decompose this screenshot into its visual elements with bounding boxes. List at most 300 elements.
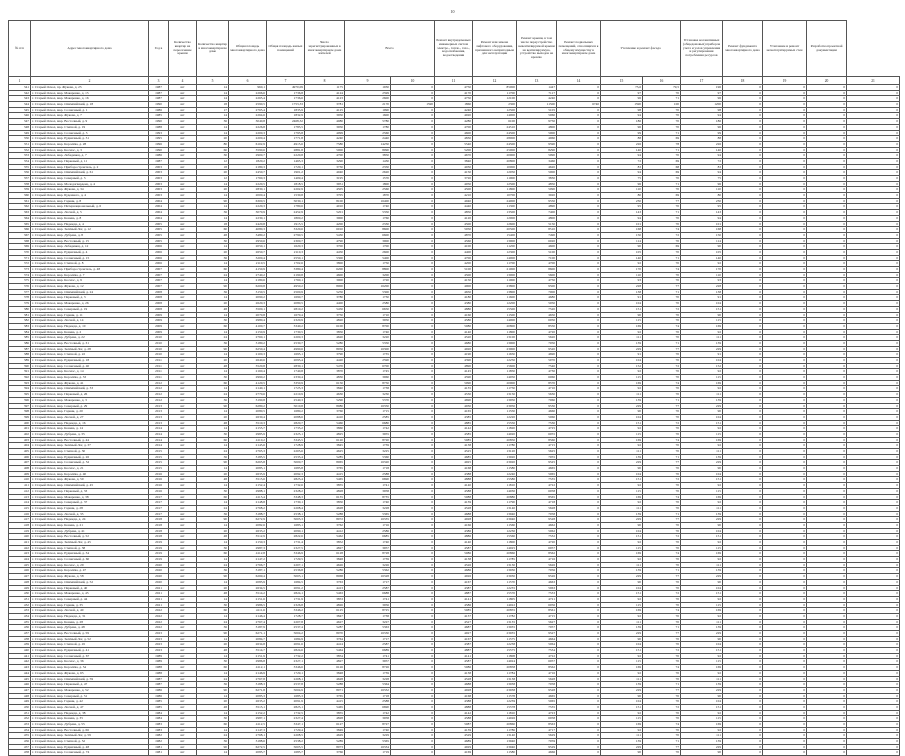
- table-cell: 70: [643, 352, 681, 358]
- table-cell: 3188,7: [229, 511, 267, 517]
- table-cell: 0: [391, 346, 435, 352]
- table-cell: 0: [763, 574, 807, 580]
- table-cell: 2003: [149, 164, 169, 170]
- table-cell: 1590: [391, 102, 435, 108]
- table-cell: 0: [807, 602, 847, 608]
- table-cell: 11575: [473, 636, 517, 642]
- table-cell: 7000: [517, 289, 557, 295]
- table-cell: 0: [847, 659, 900, 665]
- table-cell: 0: [847, 96, 900, 102]
- table-cell: 1720,1: [267, 164, 305, 170]
- table-cell: 91: [601, 295, 643, 301]
- address-cell: г. Старый Оскол, мкр. Королёва, д. 47: [31, 568, 149, 574]
- table-cell: 0: [391, 306, 435, 312]
- table-cell: 94: [681, 153, 723, 159]
- table-cell: 0: [847, 284, 900, 290]
- table-cell: 1760,1: [267, 278, 305, 284]
- address-cell: г. Старый Оскол, мкр. Макаренко, д. 45: [31, 591, 149, 597]
- table-cell: 0: [391, 500, 435, 506]
- table-cell: 0: [847, 244, 900, 250]
- table-cell: 0: [557, 659, 601, 665]
- table-cell: 2145,6: [229, 443, 267, 449]
- address-cell: г. Старый Оскол, мкр. Надежда, д. 31: [31, 613, 149, 619]
- table-cell: 2006: [149, 244, 169, 250]
- table-cell: 24: [197, 505, 229, 511]
- table-cell: 69: [643, 244, 681, 250]
- table-cell: 0: [807, 511, 847, 517]
- table-cell: 0: [723, 352, 763, 358]
- table-cell: 70: [643, 653, 681, 659]
- table-cell: 11600: [473, 295, 517, 301]
- table-cell: 14: [197, 500, 229, 506]
- table-cell: 4930: [435, 403, 473, 409]
- table-cell: шт: [169, 397, 197, 403]
- table-cell: 0: [723, 488, 763, 494]
- table-cell: 60: [197, 722, 229, 728]
- table-cell: 4200: [435, 261, 473, 267]
- table-cell: 4410: [305, 414, 345, 420]
- table-cell: 2080,5: [229, 409, 267, 415]
- table-cell: 0: [807, 238, 847, 244]
- table-cell: 3760: [305, 409, 345, 415]
- table-cell: 0: [807, 608, 847, 614]
- table-cell: 70: [643, 471, 681, 477]
- table-cell: 3515,6: [229, 477, 267, 483]
- table-cell: 1860: [435, 102, 473, 108]
- table-cell: 8073: [305, 744, 345, 750]
- table-cell: 115: [681, 488, 723, 494]
- table-cell: 2190,8: [267, 272, 305, 278]
- table-cell: 115: [601, 659, 643, 665]
- row-number: 409: [9, 471, 31, 477]
- table-cell: 0: [763, 562, 807, 568]
- column-header: Число зарегистрированных в многоквартирном доме жителей: [305, 21, 345, 77]
- column-header: Количество квартир на пересечение крыши: [169, 21, 197, 77]
- row-number: 423: [9, 551, 31, 557]
- table-cell: 2147,3: [229, 727, 267, 733]
- table-cell: 0: [807, 596, 847, 602]
- table-cell: 0: [391, 739, 435, 745]
- table-cell: 0: [847, 170, 900, 176]
- table-cell: 0: [763, 102, 807, 108]
- table-cell: 0: [847, 670, 900, 676]
- table-cell: 151: [601, 420, 643, 426]
- table-cell: 0: [807, 528, 847, 534]
- column-header: Ремонт или замена лифтового оборудования, признанного непригодным для эксплуатации: [473, 21, 517, 77]
- table-cell: 20858: [473, 665, 517, 671]
- table-cell: 0: [847, 312, 900, 318]
- table-cell: 2023: [149, 636, 169, 642]
- table-cell: 0: [391, 369, 435, 375]
- table-cell: 2018: [149, 522, 169, 528]
- table-cell: 4280: [435, 119, 473, 125]
- table-cell: 70: [643, 278, 681, 284]
- table-cell: 4380: [435, 301, 473, 307]
- table-cell: 83: [681, 164, 723, 170]
- table-cell: 0: [391, 158, 435, 164]
- table-cell: 85000: [473, 85, 517, 91]
- table-cell: 0: [723, 596, 763, 602]
- table-cell: 0: [557, 505, 601, 511]
- table-cell: 20: [197, 414, 229, 420]
- table-cell: 0: [847, 744, 900, 750]
- table-cell: 7535: [517, 477, 557, 483]
- table-cell: 14: [197, 710, 229, 716]
- table-cell: 2015: [149, 466, 169, 472]
- table-cell: 15560: [473, 534, 517, 540]
- table-cell: 4828: [305, 716, 345, 722]
- table-cell: 2017: [149, 500, 169, 506]
- table-cell: 2202,9: [267, 187, 305, 193]
- table-cell: 20: [197, 528, 229, 534]
- table-cell: 0: [763, 301, 807, 307]
- table-cell: 11850: [473, 369, 517, 375]
- table-cell: 48: [197, 232, 229, 238]
- address-cell: г. Старый Оскол, мкр. Зелёный Лог, д. 28: [31, 346, 149, 352]
- row-number: 408: [9, 466, 31, 472]
- table-cell: 0: [807, 653, 847, 659]
- address-cell: г. Старый Оскол, мкр. Надежда, д. 24: [31, 517, 149, 523]
- row-number: 431: [9, 596, 31, 602]
- table-cell: 0: [557, 540, 601, 546]
- table-cell: 70: [643, 466, 681, 472]
- table-cell: 0: [807, 631, 847, 637]
- table-cell: 0: [763, 375, 807, 381]
- table-cell: 1729,5: [267, 557, 305, 563]
- table-cell: 20850: [473, 437, 517, 443]
- table-cell: 4830: [435, 136, 473, 142]
- table-cell: 1988: [149, 670, 169, 676]
- table-cell: 3790: [305, 352, 345, 358]
- table-cell: 8727: [345, 722, 391, 728]
- table-cell: 0: [763, 733, 807, 739]
- table-cell: 6200: [305, 267, 345, 273]
- table-cell: 0: [763, 466, 807, 472]
- table-cell: 2019: [149, 557, 169, 563]
- table-cell: 0: [847, 608, 900, 614]
- address-cell: г. Старый Оскол, мкр. Макаренко, д. 52: [31, 687, 149, 693]
- table-cell: 4585: [435, 431, 473, 437]
- table-cell: 105: [601, 249, 643, 255]
- table-cell: 2008: [149, 289, 169, 295]
- table-cell: 4750: [435, 85, 473, 91]
- table-cell: 2151,6: [229, 596, 267, 602]
- table-cell: 6600: [345, 232, 391, 238]
- table-cell: 23950: [473, 403, 517, 409]
- table-cell: 169: [681, 665, 723, 671]
- row-number: 353: [9, 153, 31, 159]
- table-cell: 0: [557, 596, 601, 602]
- table-cell: 70: [643, 716, 681, 722]
- table-cell: шт: [169, 312, 197, 318]
- address-cell: г. Старый Оскол, мкр. Северный, д. 29: [31, 403, 149, 409]
- table-cell: 0: [557, 460, 601, 466]
- table-cell: 2015: [149, 460, 169, 466]
- table-cell: 4138: [435, 443, 473, 449]
- table-cell: 70: [643, 528, 681, 534]
- table-cell: 4888: [435, 704, 473, 710]
- table-cell: шт: [169, 613, 197, 619]
- table-cell: 960,1: [229, 85, 267, 91]
- table-cell: 6120: [305, 437, 345, 443]
- table-cell: 169: [601, 608, 643, 614]
- table-cell: 0: [847, 210, 900, 216]
- table-cell: 1780: [345, 124, 391, 130]
- table-cell: 14000: [473, 255, 517, 261]
- table-cell: 0: [807, 272, 847, 278]
- table-cell: 30: [197, 716, 229, 722]
- table-cell: 90: [601, 750, 643, 756]
- table-cell: 90: [601, 312, 643, 318]
- table-cell: 0: [723, 562, 763, 568]
- table-cell: 151: [601, 534, 643, 540]
- column-index: 5: [197, 77, 229, 85]
- table-cell: 0: [391, 443, 435, 449]
- table-cell: 1990: [345, 107, 391, 113]
- table-cell: 1710: [345, 312, 391, 318]
- table-cell: 0: [723, 431, 763, 437]
- table-cell: 115: [601, 318, 643, 324]
- table-cell: 0: [807, 426, 847, 432]
- table-cell: 0: [391, 301, 435, 307]
- address-cell: г. Старый Оскол, мкр. Восточный, д. 15: [31, 238, 149, 244]
- table-cell: 4960: [517, 136, 557, 142]
- table-cell: 13000: [473, 272, 517, 278]
- table-cell: 14: [197, 670, 229, 676]
- table-cell: 6271,8: [229, 687, 267, 693]
- table-cell: 2146,9: [229, 670, 267, 676]
- table-cell: 5065: [517, 699, 557, 705]
- table-cell: 0: [807, 642, 847, 648]
- table-cell: 11808: [473, 653, 517, 659]
- table-cell: 14: [197, 750, 229, 756]
- table-cell: 8750: [345, 380, 391, 386]
- table-cell: 0: [847, 540, 900, 546]
- table-cell: 5090: [517, 187, 557, 193]
- address-cell: г. Старый Оскол, мкр. Дубрава, д. 48: [31, 625, 149, 631]
- table-cell: 115: [681, 716, 723, 722]
- table-cell: 0: [557, 90, 601, 96]
- table-cell: шт: [169, 727, 197, 733]
- table-cell: 0: [723, 454, 763, 460]
- table-cell: шт: [169, 267, 197, 273]
- table-cell: 92: [601, 426, 643, 432]
- table-cell: 0: [847, 557, 900, 563]
- table-cell: 0: [391, 631, 435, 637]
- table-cell: 0: [723, 716, 763, 722]
- table-cell: 5350: [345, 210, 391, 216]
- table-cell: 104: [681, 414, 723, 420]
- table-cell: 70: [643, 375, 681, 381]
- table-cell: шт: [169, 579, 197, 585]
- table-cell: 0: [807, 90, 847, 96]
- table-cell: 0: [763, 181, 807, 187]
- table-cell: 169: [601, 722, 643, 728]
- table-cell: 1800: [345, 181, 391, 187]
- table-cell: 97: [681, 90, 723, 96]
- table-cell: 0: [763, 323, 807, 329]
- table-cell: 0: [391, 437, 435, 443]
- table-cell: 152: [681, 363, 723, 369]
- table-cell: 24510: [473, 124, 517, 130]
- table-cell: 0: [723, 642, 763, 648]
- table-cell: 0: [557, 403, 601, 409]
- table-cell: 0: [847, 733, 900, 739]
- table-cell: 1685,3: [267, 693, 305, 699]
- row-number: 396: [9, 397, 31, 403]
- table-cell: 8735: [345, 494, 391, 500]
- table-cell: 2300: [473, 102, 517, 108]
- table-cell: 5464: [305, 648, 345, 654]
- table-cell: 4950,2: [267, 284, 305, 290]
- table-cell: 90: [601, 579, 643, 585]
- row-number: 367: [9, 232, 31, 238]
- table-cell: 140: [601, 255, 643, 261]
- table-cell: 71: [643, 682, 681, 688]
- table-cell: 4387: [435, 585, 473, 591]
- table-cell: 0: [391, 613, 435, 619]
- address-cell: г. Старый Оскол, мкр. Жукова, д. 50: [31, 477, 149, 483]
- row-number: 432: [9, 602, 31, 608]
- table-cell: 0: [847, 739, 900, 745]
- table-cell: 3150,5: [229, 289, 267, 295]
- table-cell: 3850: [305, 329, 345, 335]
- table-cell: 0: [723, 608, 763, 614]
- table-cell: 92: [601, 613, 643, 619]
- table-cell: 79,5: [643, 85, 681, 91]
- table-cell: 13120: [473, 449, 517, 455]
- table-cell: 0: [807, 409, 847, 415]
- column-header: Ремонт крыши, в том числе переустройство невентилируемой крыши на вентилируемую, устройство выходов на кровлю: [517, 21, 557, 77]
- address-cell: г. Старый Оскол, мкр. Жукова, д. 12: [31, 284, 149, 290]
- table-cell: 70: [643, 221, 681, 227]
- table-cell: 4800: [517, 124, 557, 130]
- table-cell: 4665: [517, 693, 557, 699]
- table-cell: 4139: [435, 727, 473, 733]
- row-number: 355: [9, 164, 31, 170]
- table-cell: 0: [723, 670, 763, 676]
- table-cell: 0: [391, 670, 435, 676]
- table-cell: 0: [557, 528, 601, 534]
- table-cell: 0: [763, 244, 807, 250]
- row-number: 454: [9, 727, 31, 733]
- table-cell: 0: [763, 386, 807, 392]
- table-cell: 8510: [517, 227, 557, 233]
- table-cell: 14000: [473, 318, 517, 324]
- table-cell: шт: [169, 517, 197, 523]
- address-cell: г. Старый Оскол, мкр. Космос, д. 9: [31, 278, 149, 284]
- table-cell: 1985: [149, 113, 169, 119]
- table-cell: 0: [391, 289, 435, 295]
- table-cell: 92: [601, 369, 643, 375]
- table-cell: 169: [681, 722, 723, 728]
- column-index: 20: [807, 77, 847, 85]
- address-cell: г. Старый Оскол, мкр. Лесной, д. 5: [31, 210, 149, 216]
- table-cell: 0: [763, 528, 807, 534]
- table-cell: 70: [643, 596, 681, 602]
- table-cell: 0: [847, 693, 900, 699]
- row-number: 446: [9, 682, 31, 688]
- table-cell: 60: [197, 323, 229, 329]
- table-cell: 2010: [149, 340, 169, 346]
- table-cell: 0: [763, 670, 807, 676]
- table-cell: 104: [601, 642, 643, 648]
- table-cell: 6010: [305, 227, 345, 233]
- address-cell: г. Старый Оскол, мкр. Степной, д. 45: [31, 642, 149, 648]
- row-number: 413: [9, 494, 31, 500]
- table-cell: 170: [681, 267, 723, 273]
- table-cell: шт: [169, 619, 197, 625]
- address-cell: г. Старый Оскол, мкр. Надежда, д. 10: [31, 323, 149, 329]
- column-header: № п/п: [9, 21, 31, 77]
- table-cell: 2535,4: [267, 454, 305, 460]
- table-cell: 5090: [435, 380, 473, 386]
- table-cell: 8570: [517, 380, 557, 386]
- row-number: 415: [9, 505, 31, 511]
- table-cell: 2980,4: [229, 318, 267, 324]
- table-cell: 4627: [305, 619, 345, 625]
- table-cell: 5450: [305, 306, 345, 312]
- row-number: 358: [9, 181, 31, 187]
- table-cell: 0: [847, 596, 900, 602]
- table-cell: 74: [643, 267, 681, 273]
- table-cell: 5289: [305, 739, 345, 745]
- table-cell: 14030: [473, 488, 517, 494]
- table-cell: 92: [681, 483, 723, 489]
- table-cell: 0: [847, 568, 900, 574]
- row-number: 427: [9, 574, 31, 580]
- row-number: 414: [9, 500, 31, 506]
- row-number: 372: [9, 261, 31, 267]
- table-cell: 3500,1: [229, 306, 267, 312]
- column-index: 21: [847, 77, 900, 85]
- column-index: 4: [169, 77, 197, 85]
- table-cell: 0: [763, 278, 807, 284]
- table-cell: 1985: [149, 704, 169, 710]
- table-cell: 143: [601, 210, 643, 216]
- table-cell: 0: [391, 557, 435, 563]
- table-cell: 7057: [517, 625, 557, 631]
- table-cell: 2635,9: [229, 471, 267, 477]
- address-cell: г. Старый Оскол, мкр. Олимпийский, д. 45: [31, 483, 149, 489]
- table-cell: 139: [681, 625, 723, 631]
- table-cell: 0: [391, 238, 435, 244]
- table-cell: 5070: [517, 358, 557, 364]
- table-cell: 5000: [517, 170, 557, 176]
- repair-program-table: [8, 20, 900, 756]
- table-cell: 104: [681, 358, 723, 364]
- table-cell: шт: [169, 750, 197, 756]
- table-cell: 70: [643, 295, 681, 301]
- table-cell: 0: [847, 494, 900, 500]
- table-cell: 0: [847, 301, 900, 307]
- table-cell: 4139: [435, 500, 473, 506]
- table-cell: 99: [601, 130, 643, 136]
- table-cell: 0: [807, 636, 847, 642]
- table-cell: 4141: [435, 596, 473, 602]
- table-cell: 0: [557, 278, 601, 284]
- table-cell: 0: [807, 153, 847, 159]
- table-cell: 0: [557, 739, 601, 745]
- table-cell: 0: [807, 85, 847, 91]
- table-cell: 0: [391, 648, 435, 654]
- table-cell: 2633,2: [229, 528, 267, 534]
- table-cell: 4167: [435, 636, 473, 642]
- address-cell: г. Старый Оскол, мкр. Зелёный Лог, д. 52: [31, 636, 149, 642]
- table-cell: 4686: [435, 568, 473, 574]
- table-cell: 2765,4: [229, 107, 267, 113]
- table-cell: 2327,5: [267, 545, 305, 551]
